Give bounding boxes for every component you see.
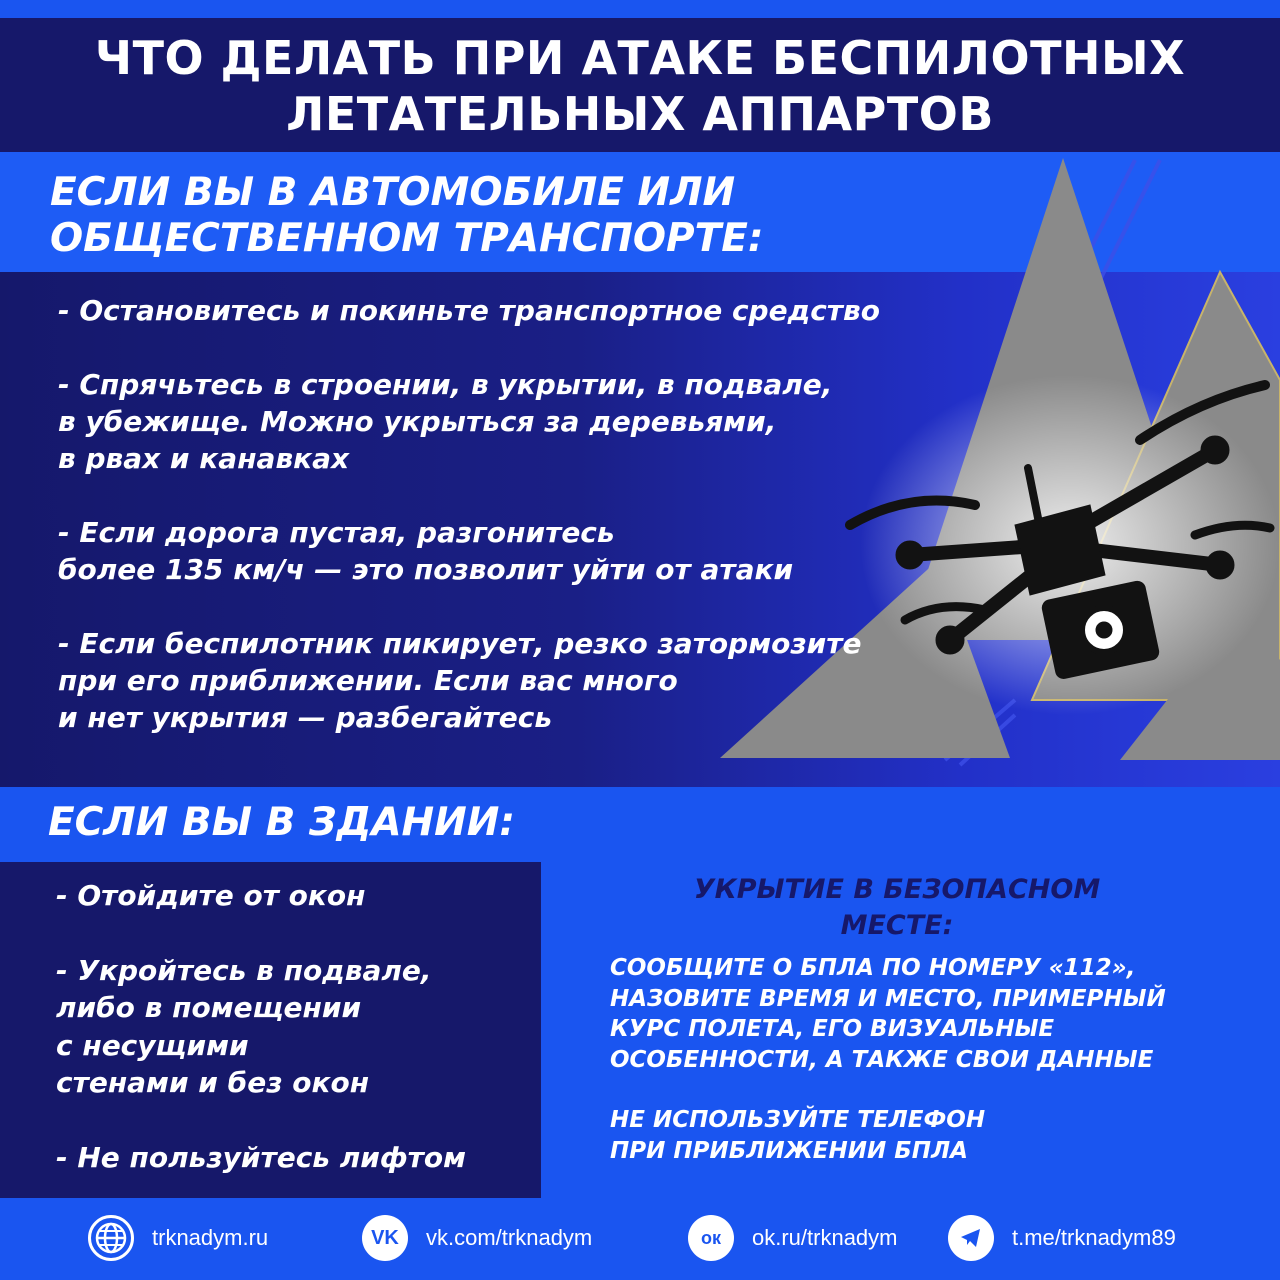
shelter-heading: УКРЫТИЕ В БЕЗОПАСНОМ МЕСТЕ:: [693, 874, 1101, 941]
vehicle-item: - Остановитесь и покиньте транспортное средство: [58, 294, 880, 327]
shelter-text: [610, 953, 1250, 1196]
vehicle-item: - Спрячьтесь в строении, в укрытии, в подвале, в убежище. Можно укрыться за деревьями, в рвах и канавках: [58, 368, 833, 475]
footer-tg-link[interactable]: [948, 1213, 1176, 1263]
building-instructions: [56, 877, 536, 1213]
footer-ok-label: ok.ru/trknadym: [752, 1225, 898, 1250]
globe-icon: [88, 1215, 134, 1261]
phone-warning: НЕ ИСПОЛЬЗУЙТЕ ТЕЛЕФОН ПРИ ПРИБЛИЖЕНИИ БПЛА: [610, 1107, 986, 1164]
vehicle-section-heading: ЕСЛИ ВЫ В АВТОМОБИЛЕ ИЛИ ОБЩЕСТВЕННОМ ТРАНСПОРТЕ:: [50, 170, 764, 261]
ok-icon: ок: [688, 1215, 734, 1261]
page-title: ЧТО ДЕЛАТЬ ПРИ АТАКЕ БЕСПИЛОТНЫХ ЛЕТАТЕЛЬНЫХ АППАРТОВ: [94, 31, 1186, 141]
footer-site-label: trknadym.ru: [152, 1225, 269, 1250]
building-section-heading: ЕСЛИ ВЫ В ЗДАНИИ:: [48, 800, 516, 845]
footer-site-link[interactable]: [88, 1213, 268, 1263]
building-item: - Не пользуйтесь лифтом: [56, 1140, 467, 1174]
building-item: - Отойдите от окон: [56, 879, 366, 912]
vehicle-item: - Если дорога пустая, разгонитесь более 135 км/ч — это позволит уйти от атаки: [58, 516, 794, 586]
telegram-icon: [948, 1215, 994, 1261]
footer-vk-label: vk.com/trknadym: [426, 1225, 593, 1250]
footer-tg-label: t.me/trknadym89: [1012, 1225, 1176, 1250]
vehicle-item: - Если беспилотник пикирует, резко затормозите при его приближении. Если вас много и нет укрытия — разбегайтесь: [58, 627, 862, 734]
footer-vk-link[interactable]: [362, 1213, 592, 1263]
building-item: - Укройтесь в подвале, либо в помещении с несущими стенами и без окон: [56, 953, 432, 1099]
footer-ok-link[interactable]: [688, 1213, 898, 1263]
vehicle-instructions: [58, 292, 958, 773]
report-instruction: СООБЩИТЕ О БПЛА ПО НОМЕРУ «112», НАЗОВИТЕ ВРЕМЯ И МЕСТО, ПРИМЕРНЫЙ КУРС ПОЛЕТА, ЕГО ВИЗУАЛЬНЫЕ ОСОБЕННОСТИ, А ТАКЖЕ СВОИ ДАННЫЕ: [610, 955, 1166, 1073]
vk-icon: VK: [362, 1215, 408, 1261]
